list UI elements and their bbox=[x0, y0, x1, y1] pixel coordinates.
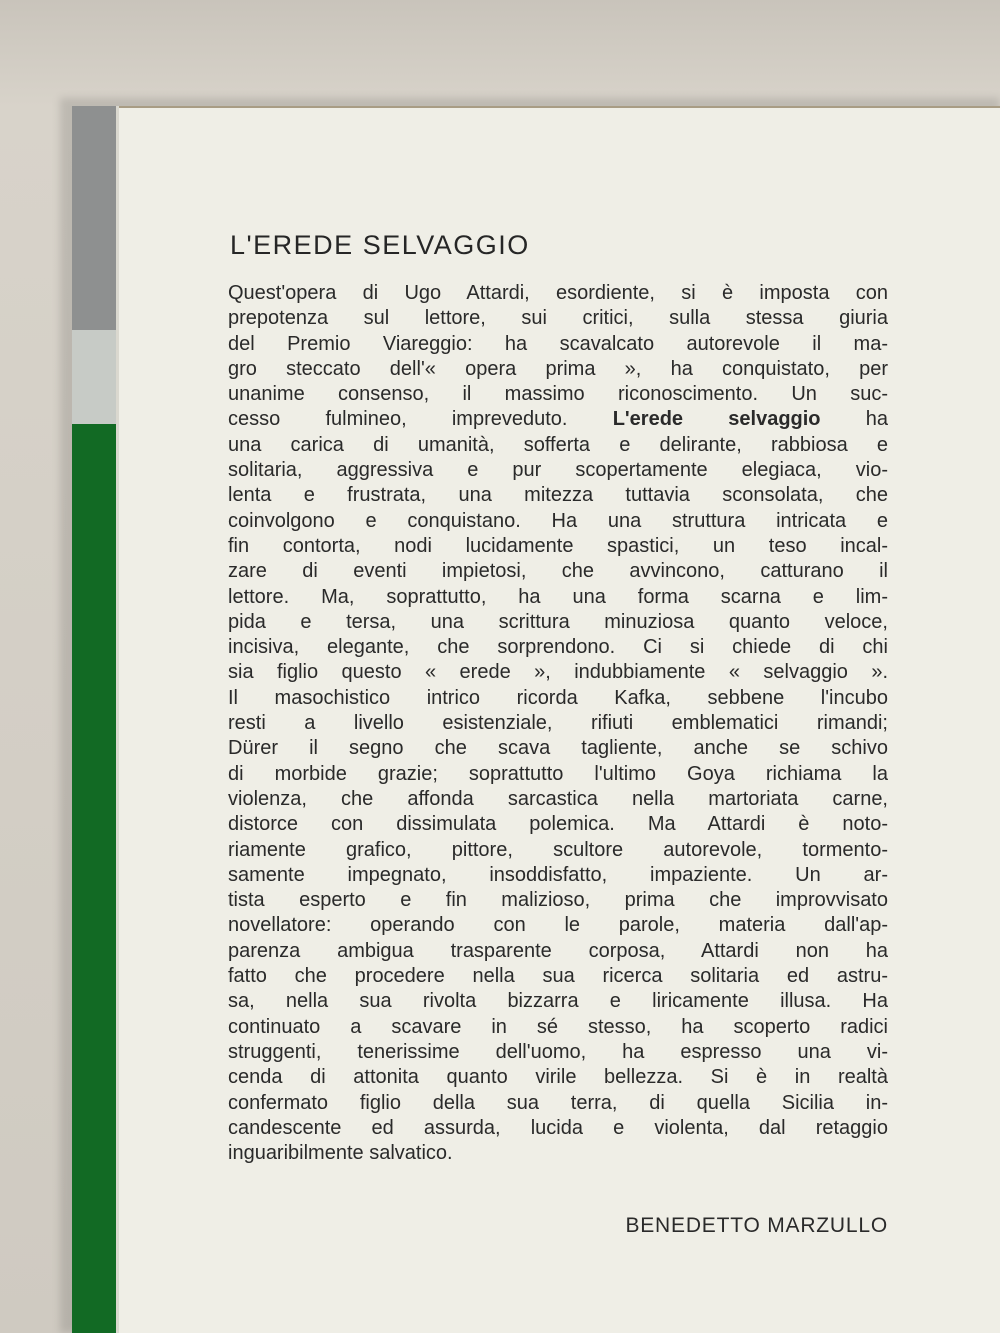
blurb-line: Il masochistico intrico ricorda Kafka, sebbene l'incubo bbox=[228, 686, 888, 709]
spine-edge bbox=[116, 106, 119, 1333]
author-signature: BENEDETTO MARZULLO bbox=[625, 1214, 888, 1237]
blurb-line: fatto che procedere nella sua ricerca solitaria ed astru- bbox=[228, 965, 888, 988]
spine-light-block bbox=[72, 330, 116, 424]
book-title: L'EREDE SELVAGGIO bbox=[230, 230, 530, 260]
blurb-line: del Premio Viareggio: ha scavalcato autorevole il ma- bbox=[228, 332, 888, 355]
blurb-line: confermato figlio della sua terra, di quella Sicilia in- bbox=[228, 1091, 888, 1114]
blurb-block bbox=[228, 230, 888, 1166]
blurb-line: Quest'opera di Ugo Attardi, esordiente, si è imposta con bbox=[228, 282, 888, 304]
blurb-line: fin contorta, nodi lucidamente spastici, un teso incal- bbox=[228, 534, 888, 557]
blurb-line: inguaribilmente salvatico. bbox=[228, 1142, 453, 1165]
blurb-line: lettore. Ma, soprattutto, ha una forma scarna e lim- bbox=[228, 585, 888, 608]
blurb-line: solitaria, aggressiva e pur scopertamente elegiaca, vio- bbox=[228, 459, 888, 482]
blurb-line: gro steccato dell'« opera prima », ha conquistato, per bbox=[228, 357, 888, 380]
blurb-line: struggenti, tenerissime dell'uomo, ha espresso una vi- bbox=[228, 1040, 888, 1063]
blurb-line: pida e tersa, una scrittura minuziosa quanto veloce, bbox=[228, 610, 888, 633]
blurb-text-segment: cesso fulmineo, impreveduto. bbox=[228, 408, 613, 431]
blurb-line: coinvolgono e conquistano. Ha una struttura intricata e bbox=[228, 509, 888, 532]
blurb-line: resti a livello esistenziale, rifiuti emblematici rimandi; bbox=[228, 712, 888, 735]
spine-color-band bbox=[72, 106, 116, 1333]
blurb-line: novellatore: operando con le parole, materia dall'ap- bbox=[228, 914, 888, 937]
blurb-line: riamente grafico, pittore, scultore autorevole, tormento- bbox=[228, 838, 888, 861]
inline-title: L'erede selvaggio bbox=[612, 408, 821, 431]
blurb-line: zare di eventi impietosi, che avvincono, catturano il bbox=[228, 560, 888, 583]
blurb-line: distorce con dissimulata polemica. Ma Attardi è noto- bbox=[228, 813, 888, 836]
blurb-line: prepotenza sul lettore, sui critici, sulla stessa giuria bbox=[228, 307, 888, 330]
blurb-line: candescente ed assurda, lucida e violenta, dal retaggio bbox=[228, 1116, 888, 1139]
blurb-line: samente impegnato, insoddisfatto, impaziente. Un ar- bbox=[228, 863, 888, 886]
blurb-line: Dürer il segno che scava tagliente, anche se schivo bbox=[228, 737, 888, 760]
blurb-text-segment: ha bbox=[820, 408, 889, 431]
spine-gray-block bbox=[72, 106, 116, 330]
blurb-line: violenza, che affonda sarcastica nella martoriata carne, bbox=[228, 787, 888, 810]
blurb-line: sia figlio questo « erede », indubbiamente « selvaggio ». bbox=[228, 661, 888, 684]
blurb-line: cenda di attonita quanto virile bellezza. Si è in realtà bbox=[228, 1066, 888, 1089]
blurb-line: parenza ambigua trasparente corposa, Attardi non ha bbox=[228, 939, 888, 962]
blurb-line: sa, nella sua rivolta bizzarra e liricamente illusa. Ha bbox=[228, 990, 888, 1013]
blurb-line: unanime consenso, il massimo riconoscimento. Un suc- bbox=[228, 383, 888, 406]
blurb-line bbox=[228, 407, 888, 432]
blurb-line: continuato a scavare in sé stesso, ha scoperto radici bbox=[228, 1015, 888, 1038]
blurb-line: incisiva, elegante, che sorprendono. Ci si chiede di chi bbox=[228, 636, 888, 659]
blurb-line: lenta e frustrata, una mitezza tuttavia sconsolata, che bbox=[228, 484, 888, 507]
blurb-line: una carica di umanità, sofferta e delirante, rabbiosa e bbox=[228, 433, 888, 456]
spine-green-block bbox=[72, 424, 116, 1333]
blurb-line: tista esperto e fin malizioso, prima che improvvisato bbox=[228, 889, 888, 912]
blurb-line: di morbide grazie; soprattutto l'ultimo Goya richiama la bbox=[228, 762, 888, 785]
blurb-text bbox=[228, 281, 888, 1166]
